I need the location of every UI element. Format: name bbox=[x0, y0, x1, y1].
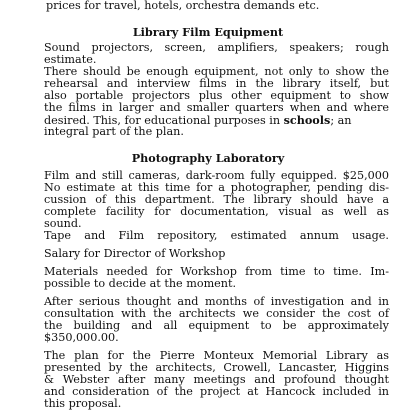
text-line: this proposal. bbox=[44, 397, 122, 410]
section-heading-film-equipment bbox=[0, 26, 400, 38]
text-line: The plan for the Pierre Monteux Memorial Library as bbox=[44, 349, 389, 362]
section-heading-photography bbox=[0, 152, 400, 164]
text-line: possible to decide at the moment. bbox=[44, 277, 237, 290]
text-line: prices for travel, hotels, orchestra demands etc. bbox=[46, 0, 320, 12]
text-line: and consideration of the project at Hancock included in bbox=[44, 385, 389, 398]
text-line: sound. bbox=[44, 217, 82, 230]
text-line: presented by the architects, Crowell, Lancaster, Higgins bbox=[44, 361, 389, 374]
text-line: Sound projectors, screen, amplifiers, speakers; rough bbox=[44, 41, 389, 54]
text-line: the films in larger and smaller quarters when and where bbox=[44, 101, 389, 114]
text-line: also portable projectors plus other equipment to show bbox=[44, 89, 389, 102]
text-line: estimate. bbox=[44, 53, 97, 66]
text-line: rehearsal and interview films in the library itself, but bbox=[44, 77, 389, 90]
text-line: Tape and Film repository, estimated annum usage. bbox=[44, 229, 389, 242]
text-line: Salary for Director of Workshop bbox=[44, 247, 226, 260]
text-line: & Webster after many meetings and profound thought bbox=[44, 373, 389, 386]
text-span: ; an bbox=[330, 114, 352, 127]
text-line: Materials needed for Workshop from time to time. Im- bbox=[44, 265, 389, 278]
text-line: complete facility for documentation, visual as well as bbox=[44, 205, 389, 218]
heading-text: Photography Laboratory bbox=[131, 151, 285, 165]
text-line: Film and still cameras, dark-room fully equipped. $25,000 bbox=[44, 169, 389, 182]
heading-text: Library Film Equipment bbox=[132, 25, 284, 39]
text-line: integral part of the plan. bbox=[44, 125, 184, 138]
text-span: desired. This, for educational purposes in bbox=[44, 114, 281, 127]
text-line: the building and all equipment to be approximately bbox=[44, 319, 389, 332]
text-line: cussion of this department. The library should have a bbox=[44, 193, 389, 206]
text-line: There should be enough equipment, not only to show the bbox=[44, 65, 389, 78]
text-line: consultation with the architects we consider the cost of bbox=[44, 307, 389, 320]
text-line: No estimate at this time for a photographer, pending dis- bbox=[44, 181, 389, 194]
text-line: $350,000.00. bbox=[44, 331, 119, 344]
text-line: After serious thought and months of investigation and in bbox=[44, 295, 389, 308]
emphasis-text: schools bbox=[283, 113, 331, 127]
